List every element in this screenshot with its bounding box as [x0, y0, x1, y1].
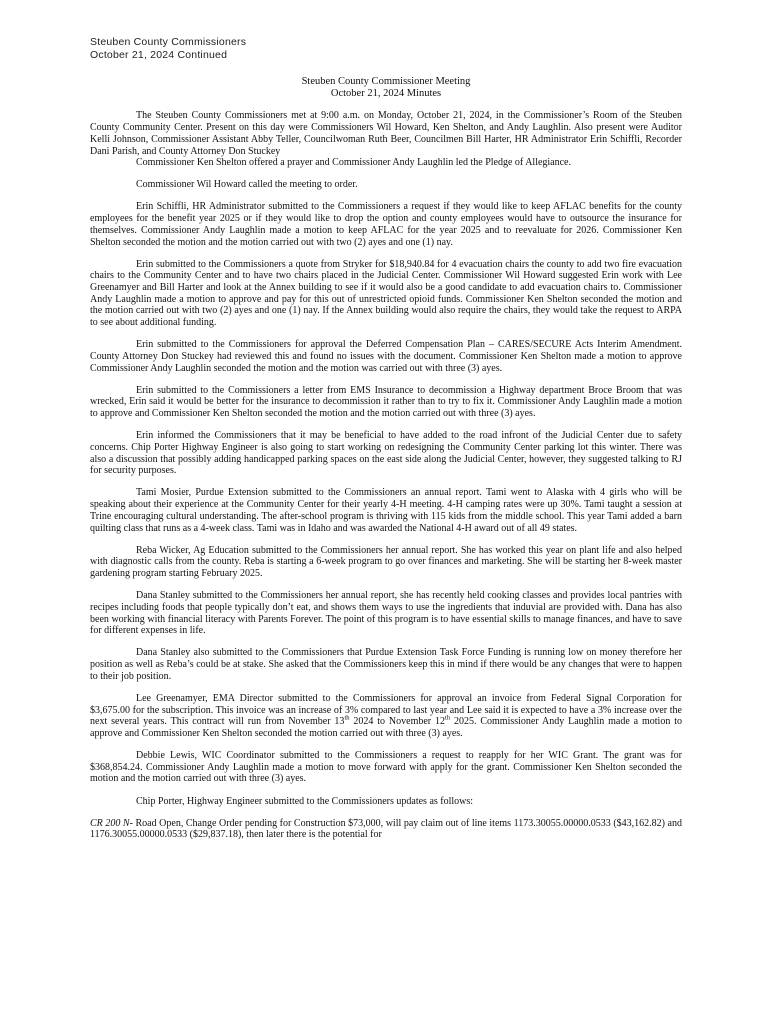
federal-signal-text-b: 2024 to November 12	[349, 716, 446, 728]
paragraph-ag-education: Reba Wicker, Ag Education submitted to the Commissioners her annual report. She has worked this year on plant life and also helped with diagnostic calls from the county. Reba is starting a 6-week program to go over finances and marketing. She will be starting her 8-week master gardening program starting February 2025.	[90, 544, 682, 580]
paragraph-ems-insurance: Erin submitted to the Commissioners a letter from EMS Insurance to decommission a Highway department Broce Broom that was wrecked, Erin said it would be better for the insurance to decommission it rather than to try to fix it. Commissioner Andy Laughlin made a motion to approve and Commissioner Ken Shelton seconded the motion and the motion carried out with three (3) ayes.	[90, 384, 682, 420]
paragraph-deferred-compensation: Erin submitted to the Commissioners for approval the Deferred Compensation Plan – CARES/SECURE Acts Interim Amendment. County Attorney Don Stuckey had reviewed this and found no issues with the document. Commissioner Ken Shelton made a motion to approve Commissioner Andy Laughlin seconded the motion and the motion was carried out with three (3) ayes.	[90, 339, 682, 374]
paragraph-judicial-center-road: Erin informed the Commissioners that it may be beneficial to have added to the road infront of the Judicial Center due to safety concerns. Chip Porter Highway Engineer is also going to start working on redesigning the Community Center parking lot this winter. There was also a discussion that possibly adding handicapped parking spaces on the east side along the Judicial Center, however, they suggested talking to RJ for security purposes.	[90, 430, 682, 477]
title-line-1: Steuben County Commissioner Meeting	[301, 76, 471, 87]
paragraph-purdue-extension: Tami Mosier, Purdue Extension submitted to the Commissioners an annual report. Tami went to Alaska with 4 girls who will be speaking about their experience at the Community Center for their yearly 4-H meeting. 4-H camping rates were up 30%. Tami taught a session at Trine encouraging cultural understanding. The after-school program is thriving with 115 kids from the middle school. This year Tami added a barn quilting class that runs as a 4-week class. Tami was in Idaho and was awarded the National 4-H award out of all 49 states.	[90, 487, 682, 534]
federal-signal-text-c: 2025. Commissioner Andy Laughlin made a motion to approve and Commissioner Ken Shelton seconded the motion carried out with three (3) ayes.	[90, 716, 682, 739]
federal-signal-text-a: Lee Greenamyer, EMA Director submitted to the Commissioners for approval an invoice from Federal Signal Corporation for $3,675.00 for the subscription. This invoice was an increase of 3% compared to last year and Lee said it is expected to have a 3% increase over the next several years. This contract will run from November 13	[90, 692, 682, 728]
paragraph-dana-report: Dana Stanley submitted to the Commissioners her annual report, she has recently held cooking classes and provides local pantries with recipes including foods that people typically don’t eat, and shows them ways to use the ingredients that induvial are provided with. Dana has also been working with financial literacy with Parents Forever. The point of this program is to have essential skills to manage finances, and have to save for different expenses in life.	[90, 590, 682, 637]
title-line-2: October 21, 2024 Minutes	[330, 88, 442, 100]
cr-200-n-text: Road Open, Change Order pending for Construction $73,000, will pay claim out of line items 1173.30055.00000.0533 ($43,162.82) and 1176.30055.00000.0533 ($29,837.18), then later there is the potential for	[90, 817, 682, 841]
paragraph-highway-updates-intro: Chip Porter, Highway Engineer submitted to the Commissioners updates as follows:	[136, 795, 474, 807]
header-line-2: October 21, 2024 Continued	[90, 49, 228, 61]
paragraph-wic-grant: Debbie Lewis, WIC Coordinator submitted to the Commissioners a request to reapply for her WIC Grant. The grant was for $368,854.24. Commissioner Andy Laughlin made a motion to move forward with apply for the grant. Commissioner Ken Shelton seconded the motion and the motion carried out with three (3) ayes.	[90, 750, 682, 785]
paragraph-evacuation-chairs: Erin submitted to the Commissioners a quote from Stryker for $18,940.84 for 4 evacuation chairs the county to add two fire evacuation chairs to the Community Center and to have two chairs placed in the Judicial Center. Commissioner Wil Howard suggested Erin work with Lee Greenamyer and Bill Harter and look at the Annex building to see if it would also be a good candidate to add evacuation chairs to. Commissioner Andy Laughlin made a motion to approve and pay for this out of unrestricted opioid funds. Commissioner Ken Shelton seconded the motion and the motion carried out with two (2) ayes and one (1) nay. If the Annex building would also require the chairs, they would take the request to ARPA to see about additional funding.	[90, 258, 682, 329]
paragraph-federal-signal	[90, 693, 682, 740]
paragraph-task-force-funding: Dana Stanley also submitted to the Commissioners that Purdue Extension Task Force Funding is running low on money therefore her position as well as Reba’s could be at stake. She asked that the Commissioners keep this in mind if there would be any changes that were to happen to their job position.	[90, 647, 682, 682]
paragraph-cr-200-n	[90, 818, 682, 841]
running-header	[90, 36, 682, 62]
cr-200-n-label: CR 200 N-	[90, 817, 133, 829]
paragraph-aflac: Erin Schiffli, HR Administrator submitted to the Commissioners a request if they would like to keep AFLAC benefits for the county employees for the benefit year 2025 or if they would like to drop the option and county employees would have to outsource the insurance for themselves. Commissioner Andy Laughlin made a motion to keep AFLAC for the year 2025 and to reevaluate for 2026. Commissioner Ken Shelton seconded the motion and the motion carried out with two (2) ayes and one (1) nay.	[90, 201, 682, 248]
ordinal-suffix: th	[344, 714, 350, 722]
ordinal-suffix: th	[445, 714, 451, 722]
paragraph-call-to-order: Commissioner Wil Howard called the meeting to order.	[136, 179, 358, 191]
document-title	[90, 76, 682, 100]
paragraph-prayer: Commissioner Ken Shelton offered a prayer and Commissioner Andy Laughlin led the Pledge of Allegiance.	[136, 157, 571, 169]
header-line-1: Steuben County Commissioners	[90, 36, 247, 48]
minutes-body	[90, 110, 682, 841]
paragraph-attendance: The Steuben County Commissioners met at 9:00 a.m. on Monday, October 21, 2024, in the Commissioner’s Room of the Steuben County Community Center. Present on this day were Commissioners Wil Howard, Ken Shelton, and Andy Laughlin. Also present were Auditor Kelli Johnson, Commissioner Assistant Abby Teller, Councilwoman Ruth Beer, Councilmen Bill Harter, HR Administrator Erin Schiffli, Recorder Dani Parish, and County Attorney Don Stuckey	[90, 110, 682, 157]
